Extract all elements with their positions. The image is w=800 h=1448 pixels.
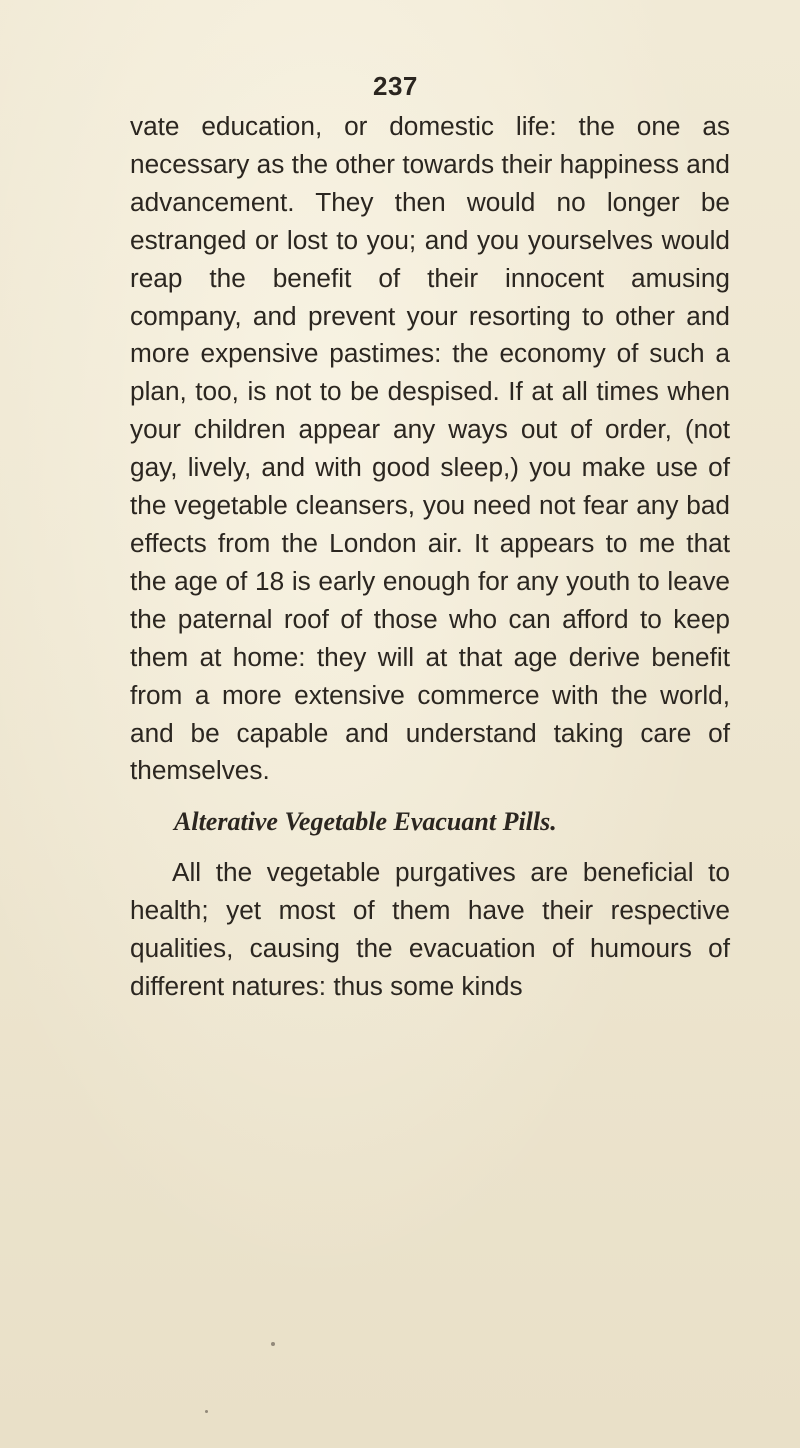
section-heading: Alterative Vegetable Evacuant Pills. bbox=[174, 807, 557, 836]
page-number: 237 bbox=[373, 71, 418, 101]
paragraph-purgatives: All the vegetable purgatives are beneficial to health; yet most of them have their respective qualities, causing the evacuation of humours of different natures: thus some kinds bbox=[130, 857, 730, 1001]
ink-speck-mark bbox=[205, 1410, 208, 1413]
ink-speck-mark bbox=[271, 1342, 275, 1346]
paragraph-education: vate education, or domestic life: the one as necessary as the other towards their happiness and advancement. They then would no longer be estranged or lost to you; and you yourselves would reap the benefit of their innocent amusing company, and prevent your resorting to other and more expensive pastimes: the economy of such a plan, too, is not to be despised. If at all times when your children appear any ways out of order, (not gay, lively, and with good sleep,) you make use of the vegetable cleansers, you need not fear any bad effects from the London air. It appears to me that the age of 18 is early enough for any youth to leave the paternal roof of those who can afford to keep them at home: they will at that age derive benefit from a more extensive commerce with the world, and be capable and understand taking care of themselves. bbox=[130, 111, 730, 786]
